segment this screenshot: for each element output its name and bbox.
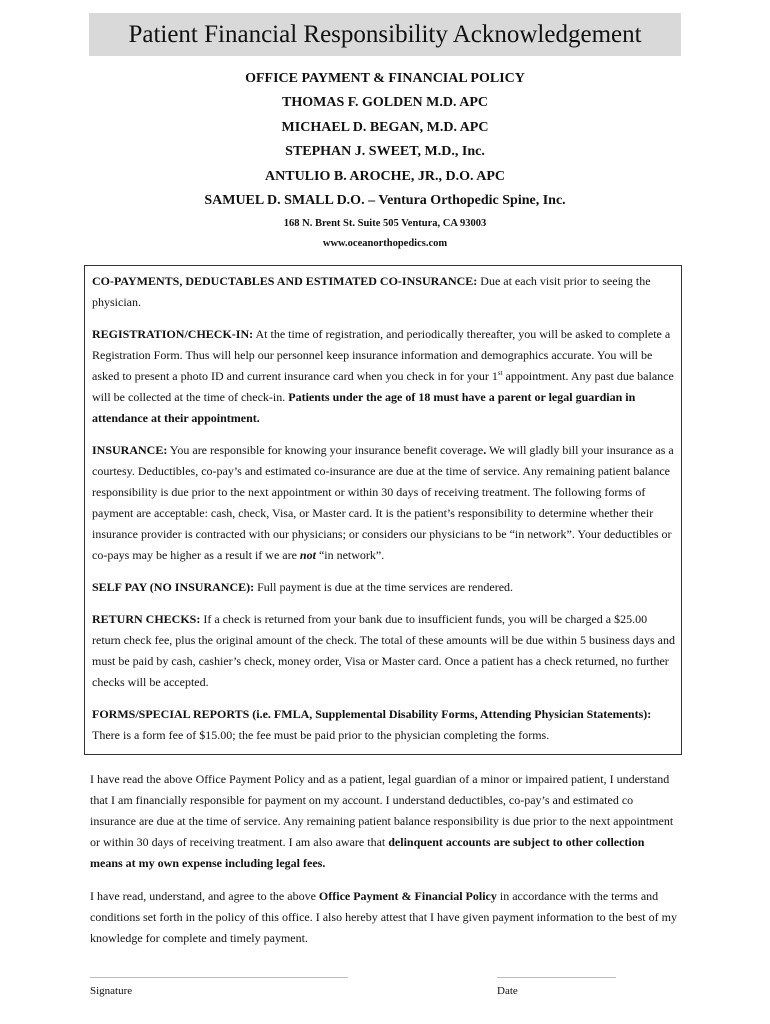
section-text: Due at each visit prior to seeing the physician. bbox=[92, 274, 651, 309]
section-heading: RETURN CHECKS: bbox=[92, 612, 201, 626]
date-line[interactable] bbox=[497, 977, 616, 978]
ack-text: I have read, understand, and agree to the above bbox=[90, 889, 319, 903]
section-bold-text: Patients under the age of 18 must have a parent or legal guardian in attendance at their appointment. bbox=[92, 390, 636, 425]
section-heading: INSURANCE: bbox=[92, 443, 168, 457]
section-heading: FORMS/SPECIAL REPORTS (i.e. FMLA, Supplemental Disability Forms, Attending Physician Statements): bbox=[92, 707, 652, 721]
practice-website: www.oceanorthopedics.com bbox=[322, 237, 448, 249]
doctor-name: STEPHAN J. SWEET, M.D., Inc. bbox=[285, 144, 485, 159]
emphasis-not: not bbox=[299, 548, 316, 562]
ack-text: I have read the above Office Payment Policy and as a patient, legal guardian of a minor or impaired patient, I understand that I am financially responsible for payment on my account. I understand deductibles, co-pay’s and estimated co insurance are due at the time of service. Any remaining patient balance responsibility is due prior to the next appointment or within 30 days of receiving treatment. I am also aware that bbox=[90, 772, 674, 849]
section-text: We will gladly bill your insurance as a courtesy. Deductibles, co-pay’s and estimated co-insurance are due at the time of service. Any remaining patient balance responsibility is due prior to the next appointment or within 30 days of receiving treatment. The following forms of payment are acceptable: cash, check, Visa, or Master card. It is the patient’s responsibility to determine whether their insurance provider is contracted with our physicians; or considers our physicians to be “in network”. Your deductibles or co-pays may be higher as a result if we are bbox=[92, 443, 674, 562]
ack-bold-text: delinquent accounts are subject to other collection means at my own expense including legal fees. bbox=[90, 835, 645, 870]
title-banner bbox=[89, 13, 681, 56]
signature-line[interactable] bbox=[90, 977, 348, 978]
section-heading: REGISTRATION/CHECK-IN: bbox=[92, 327, 254, 341]
return-checks-section bbox=[92, 609, 675, 693]
section-heading: SELF PAY (NO INSURANCE): bbox=[92, 580, 255, 594]
section-text: “in network”. bbox=[315, 548, 385, 562]
copay-section bbox=[92, 271, 675, 313]
ack-text: in accordance with the terms and conditions set forth in the policy of this office. I also hereby attest that I have given payment information to the best of my knowledge for complete and timely payment. bbox=[90, 889, 677, 945]
doctor-name: MICHAEL D. BEGAN, M.D. APC bbox=[281, 119, 489, 135]
policy-box bbox=[84, 265, 682, 755]
bold-period: . bbox=[483, 443, 487, 457]
selfpay-section bbox=[92, 577, 675, 598]
forms-section bbox=[92, 704, 675, 746]
document-title: Patient Financial Responsibility Acknowledgement bbox=[128, 20, 642, 48]
doctor-name: SAMUEL D. SMALL D.O. – Ventura Orthopedic Spine, Inc. bbox=[204, 193, 566, 208]
date-label: Date bbox=[497, 985, 518, 997]
section-text: At the time of registration, and periodically thereafter, you will be asked to complete a Registration Form. Thus will help our personnel keep insurance information and demographics accurate. You will be asked to present a photo ID and current insurance card when you check in for your 1 bbox=[92, 327, 671, 383]
signature-label: Signature bbox=[90, 985, 133, 997]
acknowledgement-paragraph bbox=[90, 769, 680, 874]
section-text: If a check is returned from your bank due to insufficient funds, you will be charged a $25.00 return check fee, plus the original amount of the check. The total of these amounts will be due within 5 business days and must be paid by cash, cashier’s check, money order, Visa or Master card. Once a patient has a check returned, no further checks will be accepted. bbox=[92, 612, 675, 689]
superscript: st bbox=[497, 369, 503, 377]
section-text: Full payment is due at the time services are rendered. bbox=[254, 580, 514, 594]
doctor-name: THOMAS F. GOLDEN M.D. APC bbox=[282, 95, 488, 110]
section-text: appointment. Any past due balance will be collected at the time of check-in. bbox=[92, 369, 674, 404]
agreement-paragraph bbox=[90, 886, 680, 949]
ack-bold-text: Office Payment & Financial Policy bbox=[318, 889, 497, 903]
policy-title: OFFICE PAYMENT & FINANCIAL POLICY bbox=[245, 71, 525, 86]
practice-address: 168 N. Brent St. Suite 505 Ventura, CA 93003 bbox=[283, 217, 487, 229]
insurance-section bbox=[92, 440, 675, 566]
section-text: You are responsible for knowing your insurance benefit coverage bbox=[167, 443, 484, 457]
doctor-name: ANTULIO B. AROCHE, JR., D.O. APC bbox=[265, 168, 505, 184]
practice-header bbox=[0, 66, 770, 254]
section-text: There is a form fee of $15.00; the fee must be paid prior to the physician completing the forms. bbox=[92, 728, 550, 742]
acknowledgement bbox=[90, 769, 680, 949]
registration-section bbox=[92, 324, 675, 429]
section-heading: CO-PAYMENTS, DEDUCTABLES AND ESTIMATED CO-INSURANCE: bbox=[92, 274, 478, 288]
